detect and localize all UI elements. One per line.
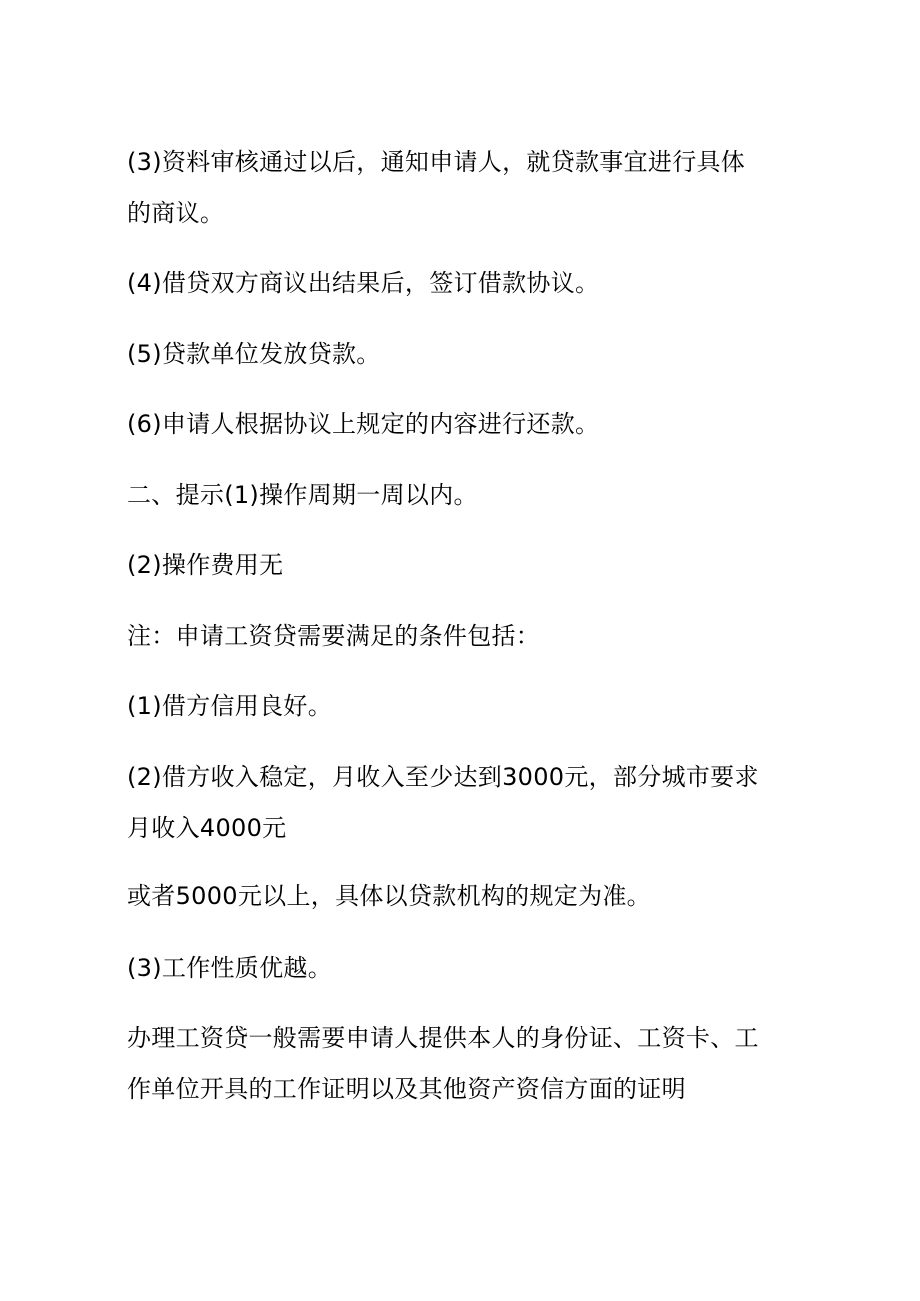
tips-heading: 二、提示(1)操作周期一周以内。 — [127, 481, 478, 509]
step-4: (4)借贷双方商议出结果后，签订借款协议。 — [127, 269, 600, 297]
step-3-line-2: 的商议。 — [127, 199, 225, 227]
condition-2-line-2: 月收入4000元 — [127, 814, 287, 842]
condition-2-line-3: 或者5000元以上，具体以贷款机构的规定为准。 — [127, 882, 651, 910]
step-6: (6)申请人根据协议上规定的内容进行还款。 — [127, 410, 600, 438]
condition-1: (1)借方信用良好。 — [127, 692, 332, 720]
requirements-line-2: 作单位开具的工作证明以及其他资产资信方面的证明 — [127, 1075, 686, 1103]
condition-3: (3)工作性质优越。 — [127, 954, 332, 982]
step-3-line-1: (3)资料审核通过以后，通知申请人，就贷款事宜进行具体 — [127, 148, 746, 176]
step-5: (5)贷款单位发放贷款。 — [127, 340, 381, 368]
tip-2: (2)操作费用无 — [127, 551, 284, 579]
condition-2-line-1: (2)借方收入稳定，月收入至少达到3000元，部分城市要求 — [127, 763, 759, 791]
requirements-line-1: 办理工资贷一般需要申请人提供本人的身份证、工资卡、工 — [127, 1024, 759, 1052]
note-heading: 注：申请工资贷需要满足的条件包括： — [127, 622, 541, 650]
